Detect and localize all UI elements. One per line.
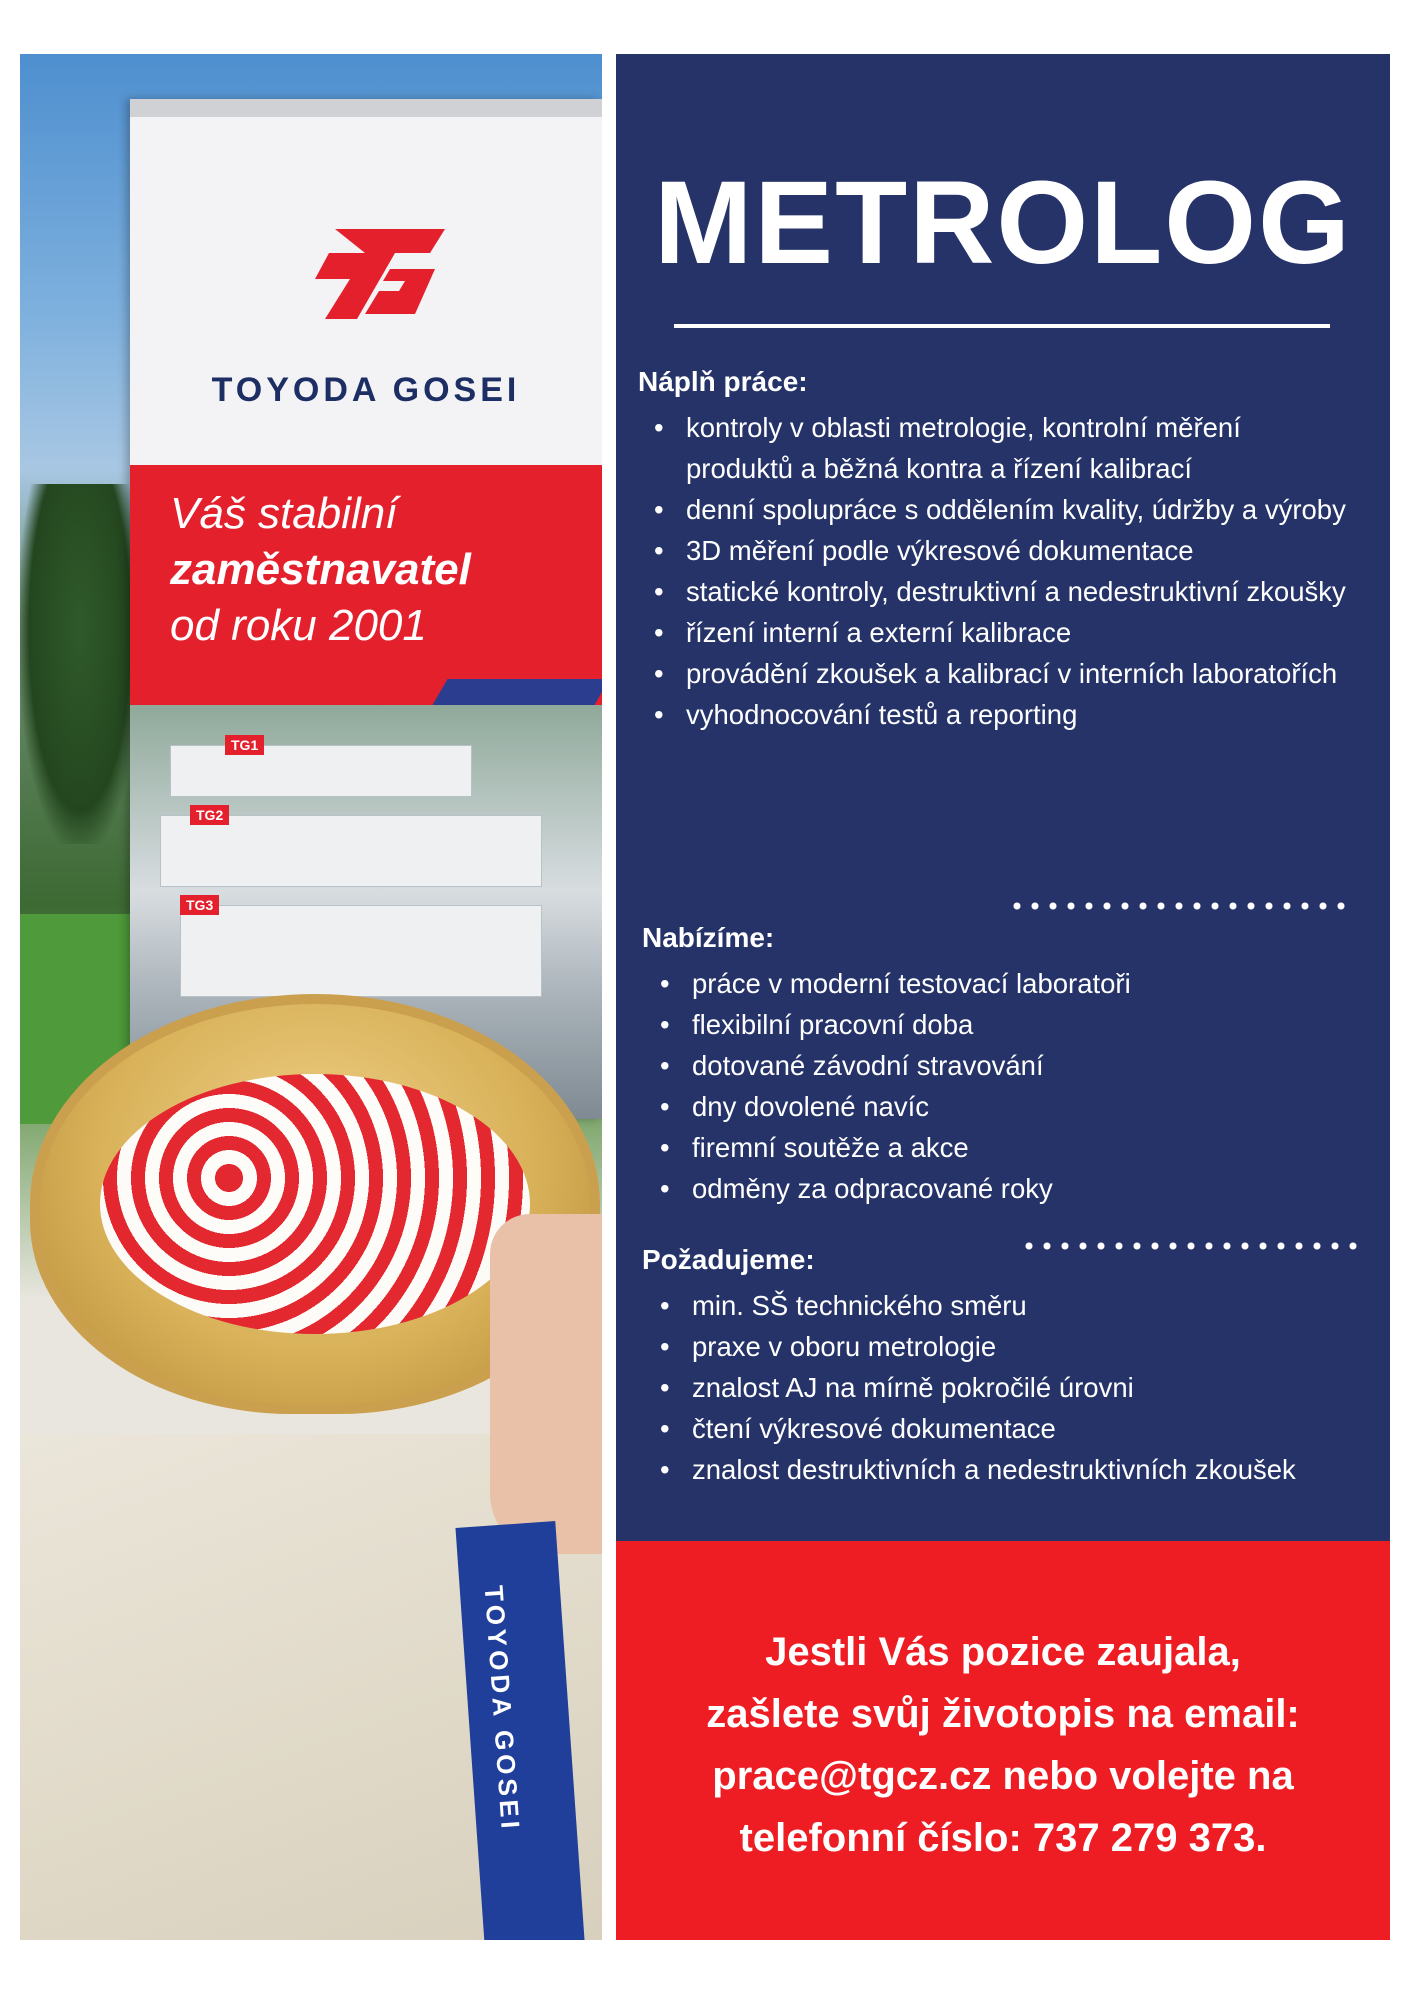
list-item: • statické kontroly, destruktivní a nedestruktivní zkoušky — [648, 571, 1348, 612]
candies — [100, 1074, 530, 1334]
contact-line: prace@tgcz.cz nebo volejte na — [712, 1754, 1294, 1798]
list-item: • kontroly v oblasti metrologie, kontrolní měření produktů a běžná kontra a řízení kalibrací — [648, 407, 1348, 489]
rollup-banner — [130, 99, 602, 1119]
contact-line: zašlete svůj životopis na email: — [706, 1692, 1300, 1736]
list-item: • čtení výkresové dokumentace — [654, 1408, 1384, 1449]
list-item: • flexibilní pracovní doba — [654, 1004, 1354, 1045]
list-item: • znalost AJ na mírně pokročilé úrovni — [654, 1367, 1384, 1408]
list-item: • praxe v oboru metrologie — [654, 1326, 1384, 1367]
contact-line: Jestli Vás pozice zaujala, — [765, 1630, 1241, 1674]
title-divider — [674, 324, 1330, 328]
pozadujeme-list — [654, 1285, 1384, 1490]
job-info-panel — [616, 54, 1390, 1541]
list-item: • znalost destruktivních a nedestruktivních zkoušek — [654, 1449, 1384, 1490]
aerial-tag: TG1 — [225, 735, 264, 755]
list-item: • denní spolupráce s oddělením kvality, údržby a výroby — [648, 489, 1348, 530]
contact-line: telefonní číslo: 737 279 373. — [739, 1816, 1267, 1860]
list-item: • min. SŠ technického směru — [654, 1285, 1384, 1326]
list-item: • práce v moderní testovací laboratoři — [654, 963, 1354, 1004]
aerial-tag: TG3 — [180, 895, 219, 915]
list-item: • řízení interní a externí kalibrace — [648, 612, 1348, 653]
list-item: • firemní soutěže a akce — [654, 1127, 1354, 1168]
list-item: • provádění zkoušek a kalibrací v interních laboratořích — [648, 653, 1348, 694]
hero-photo — [20, 54, 602, 1940]
pozadujeme-heading: Požadujeme: — [642, 1244, 815, 1275]
list-item: • dny dovolené navíc — [654, 1086, 1354, 1127]
banner-slogan-line3: od roku 2001 — [170, 601, 427, 650]
hand — [490, 1214, 602, 1554]
aerial-tag: TG2 — [190, 805, 229, 825]
lanyard-text: TOYODA GOSEI — [478, 1584, 526, 1834]
list-item: • odměny za odpracované roky — [654, 1168, 1354, 1209]
list-item: • vyhodnocování testů a reporting — [648, 694, 1348, 735]
tree-background — [20, 484, 140, 844]
list-item: • 3D měření podle výkresové dokumentace — [648, 530, 1348, 571]
banner-slogan-line1: Váš stabilní — [170, 489, 398, 538]
dotted-divider — [1008, 901, 1350, 911]
dotted-divider — [1020, 1241, 1362, 1251]
nabizime-list — [654, 963, 1354, 1209]
banner-brand: TOYODA GOSEI — [211, 371, 521, 409]
factory-building — [180, 905, 542, 997]
banner-blue-stripe — [432, 679, 602, 705]
factory-building — [160, 815, 542, 887]
naplne-heading: Náplň práce: — [638, 366, 808, 397]
nabizime-heading: Nabízíme: — [642, 922, 775, 953]
banner-slogan-line2: zaměstnavatel — [170, 545, 471, 594]
banner-slogan-band — [130, 465, 602, 705]
toyoda-gosei-logo-icon — [295, 219, 455, 339]
banner-pole — [130, 99, 602, 117]
job-title: METROLOG — [654, 157, 1352, 289]
list-item: • dotované závodní stravování — [654, 1045, 1354, 1086]
naplne-list — [648, 407, 1348, 735]
factory-building — [170, 745, 472, 797]
contact-box — [616, 1541, 1390, 1940]
